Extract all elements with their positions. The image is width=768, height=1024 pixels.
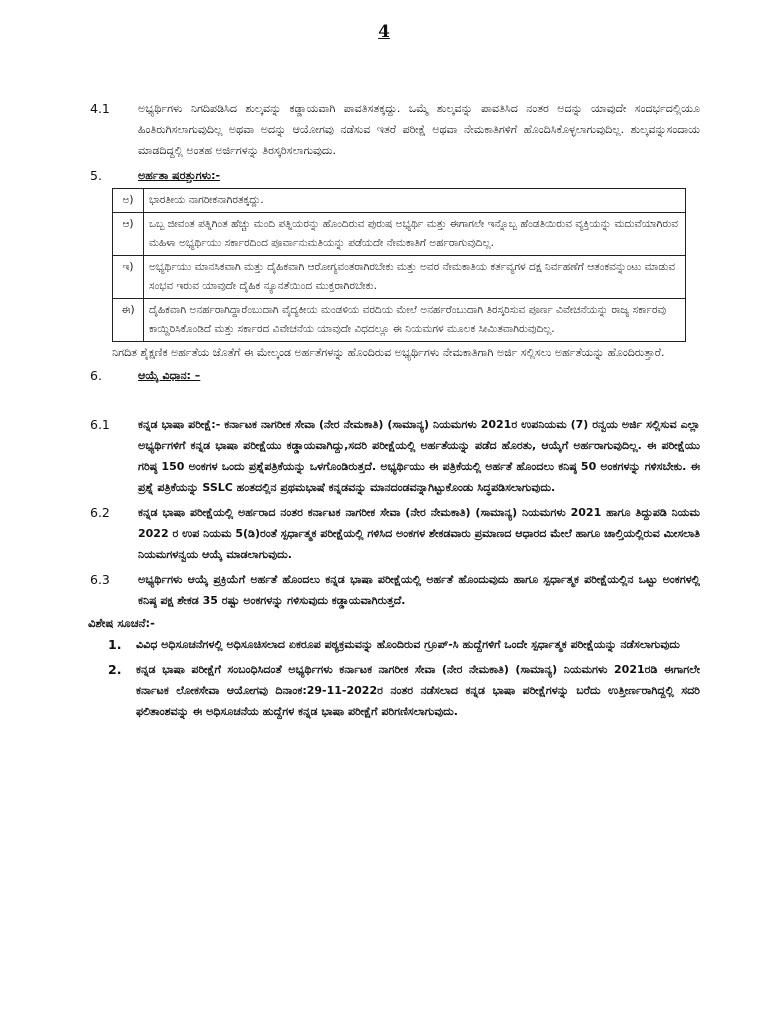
section-6-3-text: ಅಭ್ಯರ್ಥಿಗಳು ಆಯ್ಕೆ ಪ್ರಕ್ರಿಯೆಗೆ ಅರ್ಹತೆ ಹೊಂದಲು ಕನ್ನಡ ಭಾಷಾ ಪರೀಕ್ಷೆಯಲ್ಲಿ ಅರ್ಹತೆ ಹೊಂದುವುದು ಹಾಗೂ ಸ್ಪರ್ಧಾತ್ಮಕ ಪರೀಕ್ಷೆಯಲ್ಲಿನ ಒಟ್ಟು ಅಂಕಗಳಲ್ಲಿ ಕನಿಷ್ಠ ಪಕ್ಷ ಶೇಕಡ 35 ರಷ್ಟು ಅಂಕಗಳನ್ನು ಗಳಿಸುವುದು ಕಡ್ಡಾಯವಾಗಿರುತ್ತದೆ. [138,573,700,607]
note-text: ವಿವಿಧ ಅಧಿಸೂಚನೆಗಳಲ್ಲಿ ಅಧಿಸೂಚಿಸಲಾದ ಏಕರೂಪ ಪಠ್ಯಕ್ರಮವನ್ನು ಹೊಂದಿರುವ ಗ್ರೂಪ್-ಸಿ ಹುದ್ದೆಗಳಿಗೆ ಒಂದೇ ಸ್ಪರ್ಧಾತ್ಮಕ ಪರೀಕ್ಷೆಯನ್ನು ನಡೆಸಲಾಗುವುದು [136,638,680,651]
row-mark: ಇ) [113,256,144,299]
note-text: ಕನ್ನಡ ಭಾಷಾ ಪರೀಕ್ಷೆಗೆ ಸಂಬಂಧಿಸಿದಂತೆ ಅಭ್ಯರ್ಥಿಗಳು ಕರ್ನಾಟಕ ನಾಗರೀಕ ಸೇವಾ (ನೇರ ನೇಮಕಾತಿ) (ಸಾಮಾನ್ಯ) ನಿಯಮಗಳು 2021ರಡಿ ಈಗಾಗಲೇ ಕರ್ನಾಟಕ ಲೋಕಸೇವಾ ಆಯೋಗವು ದಿನಾಂಕ:29-11-2022ರ ನಂತರ ನಡೆಸಲಾದ ಕನ್ನಡ ಭಾಷಾ ಪರೀಕ್ಷೆಗಳನ್ನು ಬರೆದು ಉತ್ತೀರ್ಣರಾಗಿದ್ದಲ್ಲಿ ಸದರಿ ಫಲಿತಾಂಶವನ್ನು ಈ ಅಧಿಸೂಚನೆಯ ಹುದ್ದೆಗಳ ಕನ್ನಡ ಭಾಷಾ ಪರೀಕ್ಷೆಗೆ ಪರಿಗಣಿಸಲಾಗುವುದು. [136,663,700,718]
table-row [113,213,686,256]
special-notes-title: ವಿಶೇಷ ಸೂಚನೆ:- [88,616,155,630]
section-6-2-text: ಕನ್ನಡ ಭಾಷಾ ಪರೀಕ್ಷೆಯಲ್ಲಿ ಅರ್ಹರಾದ ನಂತರ ಕರ್ನಾಟಕ ನಾಗರೀಕ ಸೇವಾ (ನೇರ ನೇಮಕಾತಿ) (ಸಾಮಾನ್ಯ) ನಿಯಮಗಳು 2021 ಹಾಗೂ ತಿದ್ದುಪಡಿ ನಿಯಮ 2022 ರ ಉಪ ನಿಯಮ 5(ಡಿ)ರಂತೆ ಸ್ಪರ್ಧಾತ್ಮಕ ಪರೀಕ್ಷೆಯಲ್ಲಿ ಗಳಿಸಿದ ಅಂಕಗಳ ಶೇಕಡವಾರು ಪ್ರಮಾಣದ ಆಧಾರದ ಮೇಲೆ ಹಾಗೂ ಚಾಲ್ತಿಯಲ್ಲಿರುವ ಮೀಸಲಾತಿ ನಿಯಮಗಳನ್ವಯ ಆಯ್ಕೆ ಮಾಡಲಾಗುವುದು. [138,506,700,561]
special-note-1 [108,634,700,655]
row-mark: ಅ) [113,189,144,213]
section-5-heading [90,165,700,186]
section-number: 6. [90,368,102,383]
table-row [113,189,686,213]
section-6-title: ಆಯ್ಕೆ ವಿಧಾನ: – [138,369,201,382]
row-mark: ಆ) [113,213,144,256]
section-6-2 [90,502,700,565]
section-4-1 [90,98,700,161]
table-row [113,256,686,299]
row-text: ದೈಹಿಕವಾಗಿ ಅನರ್ಹರಾಗಿದ್ದಾರೆಂಬುದಾಗಿ ವೈದ್ಯಕೀಯ ಮಂಡಳಿಯ ವರದಿಯ ಮೇಲೆ ಅನರ್ಹರೆಂಬುದಾಗಿ ತಿರಸ್ಕರಿಸುವ ಪೂರ್ಣ ವಿವೇಚನೆಯನ್ನು ರಾಜ್ಯ ಸರ್ಕಾರವು ಕಾಯ್ದಿರಿಸಿಕೊಂಡಿದೆ ಮತ್ತು ಸರ್ಕಾರದ ವಿವೇಚನೆಯ ಯಾವುದೇ ವಿಧದಲ್ಲೂ ಈ ನಿಯಮಗಳ ಮೂಲಕ ಸೀಮಿತವಾಗಿರುವುದಿಲ್ಲ. [144,299,686,342]
document-body [90,98,700,722]
section-4-1-text: ಅಭ್ಯರ್ಥಿಗಳು ನಿಗದಿಪಡಿಸಿದ ಶುಲ್ಕವನ್ನು ಕಡ್ಡಾಯವಾಗಿ ಪಾವತಿಸತಕ್ಕದ್ದು. ಒಮ್ಮೆ ಶುಲ್ಕವನ್ನು ಪಾವತಿಸಿದ ನಂತರ ಅದನ್ನು ಯಾವುದೇ ಸಂದರ್ಭದಲ್ಲಿಯೂ ಹಿಂತಿರುಗಿಸಲಾಗುವುದಿಲ್ಲ ಅಥವಾ ಅದನ್ನು ಆಯೋಗವು ನಡೆಸುವ ಇತರೆ ಪರೀಕ್ಷೆ ಅಥವಾ ನೇಮಕಾತಿಗಳಿಗೆ ಹೊಂದಿಸಿಕೊಳ್ಳಲಾಗುವುದಿಲ್ಲ. ಶುಲ್ಕವನ್ನುಸಂದಾಯ ಮಾಡದಿದ್ದಲ್ಲಿ ಅಂತಹ ಅರ್ಜಿಗಳನ್ನು ತಿರಸ್ಕರಿಸಲಾಗುವುದು. [138,102,700,157]
section-6-1-text: ಕನ್ನಡ ಭಾಷಾ ಪರೀಕ್ಷೆ:- ಕರ್ನಾಟಕ ನಾಗರೀಕ ಸೇವಾ (ನೇರ ನೇಮಕಾತಿ) (ಸಾಮಾನ್ಯ) ನಿಯಮಗಳು 2021ರ ಉಪನಿಯಮ (7) ರನ್ವಯ ಅರ್ಜಿ ಸಲ್ಲಿಸುವ ಎಲ್ಲಾ ಅಭ್ಯರ್ಥಿಗಳಿಗೆ ಕನ್ನಡ ಭಾಷಾ ಪರೀಕ್ಷೆಯು ಕಡ್ಡಾಯವಾಗಿದ್ದು,ಸದರಿ ಪರೀಕ್ಷೆಯಲ್ಲಿ ಅರ್ಹತೆಯನ್ನು ಪಡೆದ ಹೊರತು, ಆಯ್ಕೆಗೆ ಅರ್ಹರಾಗುವುದಿಲ್ಲ. ಈ ಪರೀಕ್ಷೆಯು ಗರಿಷ್ಠ 150 ಅಂಕಗಳ ಒಂದು ಪ್ರಶ್ನೆಪತ್ರಿಕೆಯನ್ನು ಒಳಗೊಂಡಿರುತ್ತದೆ. ಅಭ್ಯರ್ಥಿಯು ಈ ಪತ್ರಿಕೆಯಲ್ಲಿ ಅರ್ಹತೆ ಹೊಂದಲು ಕನಿಷ್ಠ 50 ಅಂಕಗಳನ್ನು ಗಳಿಸಬೇಕು. ಈ ಪ್ರಶ್ನೆ ಪತ್ರಿಕೆಯನ್ನು SSLC ಹಂತದಲ್ಲಿನ ಪ್ರಥಮಭಾಷೆ ಕನ್ನಡವನ್ನು ಮಾನದಂಡವನ್ನಾಗಿಟ್ಟುಕೊಂಡು ಸಿದ್ಧಪಡಿಸಲಾಗುವುದು. [138,418,700,494]
section-5-title: ಅರ್ಹತಾ ಷರತ್ತುಗಳು:- [138,169,221,182]
section-6-3 [90,569,700,611]
note-number: 2. [108,662,122,677]
note-number: 1. [108,637,122,652]
row-text: ಅಭ್ಯರ್ಥಿಯು ಮಾನಸಿಕವಾಗಿ ಮತ್ತು ದೈಹಿಕವಾಗಿ ಆರೋಗ್ಯವಂತರಾಗಿರಬೇಕು ಮತ್ತು ಅವರ ನೇಮಕಾತಿಯ ಕರ್ತವ್ಯಗಳ ದಕ್ಷ ನಿರ್ವಹಣೆಗೆ ಆತಂಕವನ್ನುಂಟು ಮಾಡುವ ಸಂಭವ ಇರುವ ಯಾವುದೇ ದೈಹಿಕ ನ್ಯೂನತೆಯಿಂದ ಮುಕ್ತರಾಗಿರಬೇಕು. [144,256,686,299]
page-number: 4 [378,22,390,42]
row-text: ಭಾರತೀಯ ನಾಗರೀಕನಾಗಿರತಕ್ಕದ್ದು. [144,189,686,213]
section-6-1 [90,414,700,498]
table-row [113,299,686,342]
row-mark: ಈ) [113,299,144,342]
eligibility-table [112,188,686,342]
section-number: 4.1 [90,101,110,116]
section-number: 6.3 [90,572,110,587]
special-note-2 [108,659,700,722]
section-number: 6.2 [90,505,110,520]
section-number: 6.1 [90,417,110,432]
section-6-heading [90,365,700,386]
section-number: 5. [90,168,102,183]
row-text: ಒಬ್ಬ ಜೀವಂತ ಪತ್ನಿಗಿಂತ ಹೆಚ್ಚು ಮಂದಿ ಪತ್ನಿಯರನ್ನು ಹೊಂದಿರುವ ಪುರುಷ ಅಭ್ಯರ್ಥಿ ಮತ್ತು ಈಗಾಗಲೇ ಇನ್ನೊಬ್ಬ ಹೆಂಡತಿಯಿರುವ ವ್ಯಕ್ತಿಯನ್ನು ಮದುವೆಯಾಗಿರುವ ಮಹಿಳಾ ಅಭ್ಯರ್ಥಿಯು ಸರ್ಕಾರದಿಂದ ಪೂರ್ವಾನುಮತಿಯನ್ನು ಪಡೆಯದೇ ನೇಮಕಾತಿಗೆ ಅರ್ಹರಾಗುವುದಿಲ್ಲ. [144,213,686,256]
eligibility-footer: ನಿಗದಿತ ಶೈಕ್ಷಣಿಕ ಅರ್ಹತೆಯ ಜೊತೆಗೆ ಈ ಮೇಲ್ಕಂಡ ಅರ್ಹತೆಗಳನ್ನು ಹೊಂದಿರುವ ಅಭ್ಯರ್ಥಿಗಳು ನೇಮಕಾತಿಗಾಗಿ ಅರ್ಜಿ ಸಲ್ಲಿಸಲು ಅರ್ಹತೆಯನ್ನು ಹೊಂದಿರುತ್ತಾರೆ. [112,346,665,359]
